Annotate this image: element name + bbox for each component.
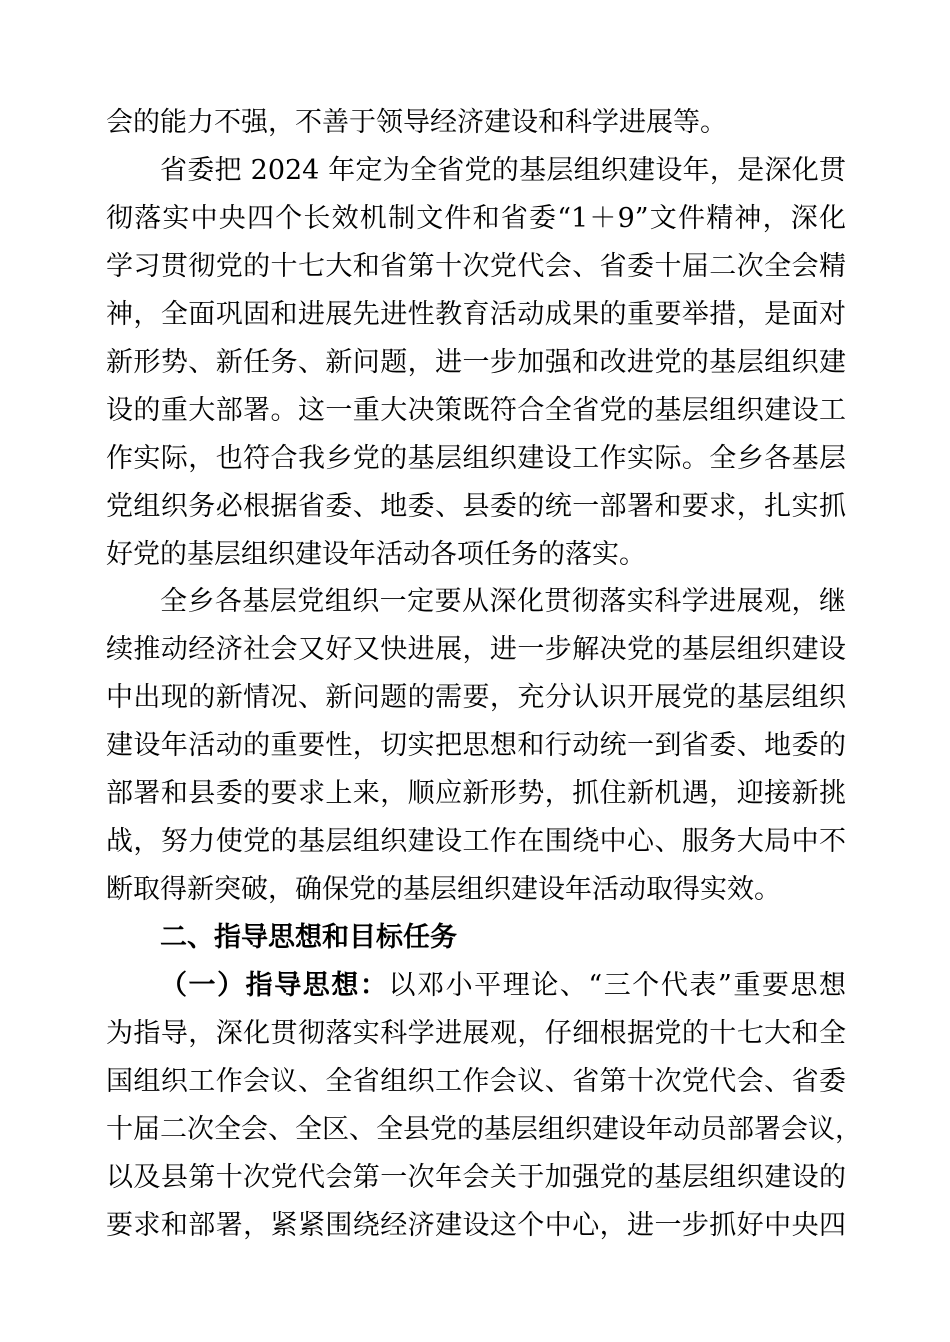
paragraph-line: 战，努力使党的基层组织建设工作在围绕中心、服务大局中不 xyxy=(106,826,846,857)
paragraph-line: 中出现的新情况、新问题的需要，充分认识开展党的基层组织 xyxy=(106,682,846,713)
paragraph-line: 为指导，深化贯彻落实科学进展观，仔细根据党的十七大和全 xyxy=(106,1018,846,1049)
subsection-first-line xyxy=(160,966,846,1006)
paragraph-line: 要求和部署，紧紧围绕经济建设这个中心，进一步抓好中央四 xyxy=(106,1210,846,1241)
paragraph-line: 部署和县委的要求上来，顺应新形势，抓住新机遇，迎接新挑 xyxy=(106,778,846,809)
paragraph-line: 以及县第十次党代会第一次年会关于加强党的基层组织建设的 xyxy=(106,1162,846,1193)
subsection-lead: （一）指导思想： xyxy=(160,970,389,1001)
section-heading: 二、指导思想和目标任务 xyxy=(160,922,457,953)
paragraph-line: 断取得新突破，确保党的基层组织建设年活动取得实效。 xyxy=(106,874,781,905)
paragraph-line: 好党的基层组织建设年活动各项任务的落实。 xyxy=(106,539,646,570)
paragraph-line: 国组织工作会议、全省组织工作会议、省第十次党代会、省委 xyxy=(106,1066,846,1097)
paragraph-line: 全乡各基层党组织一定要从深化贯彻落实科学进展观，继 xyxy=(160,586,846,617)
paragraph-line: 续推动经济社会又好又快进展，进一步解决党的基层组织建设 xyxy=(106,634,846,665)
paragraph-line: 省委把 2024 年定为全省党的基层组织建设年，是深化贯 xyxy=(160,155,846,186)
paragraph-line: 设的重大部署。这一重大决策既符合全省党的基层组织建设工 xyxy=(106,395,846,426)
paragraph-line: 建设年活动的重要性，切实把思想和行动统一到省委、地委的 xyxy=(106,730,846,761)
subsection-first-line-rest: 以邓小平理论、“三个代表”重要思想 xyxy=(388,970,847,1001)
paragraph-line: 神，全面巩固和进展先进性教育活动成果的重要举措，是面对 xyxy=(106,299,846,330)
paragraph-line: 学习贯彻党的十七大和省第十次党代会、省委十届二次全会精 xyxy=(106,251,846,282)
paragraph-line: 彻落实中央四个长效机制文件和省委“1＋9”文件精神，深化 xyxy=(106,203,846,234)
paragraph-line: 十届二次全会、全区、全县党的基层组织建设年动员部署会议， xyxy=(106,1114,862,1145)
paragraph-line: 作实际，也符合我乡党的基层组织建设工作实际。全乡各基层 xyxy=(106,443,846,474)
paragraph-line: 党组织务必根据省委、地委、县委的统一部署和要求，扎实抓 xyxy=(106,491,846,522)
paragraph-line: 会的能力不强，不善于领导经济建设和科学进展等。 xyxy=(106,107,727,138)
paragraph-line: 新形势、新任务、新问题，进一步加强和改进党的基层组织建 xyxy=(106,347,846,378)
